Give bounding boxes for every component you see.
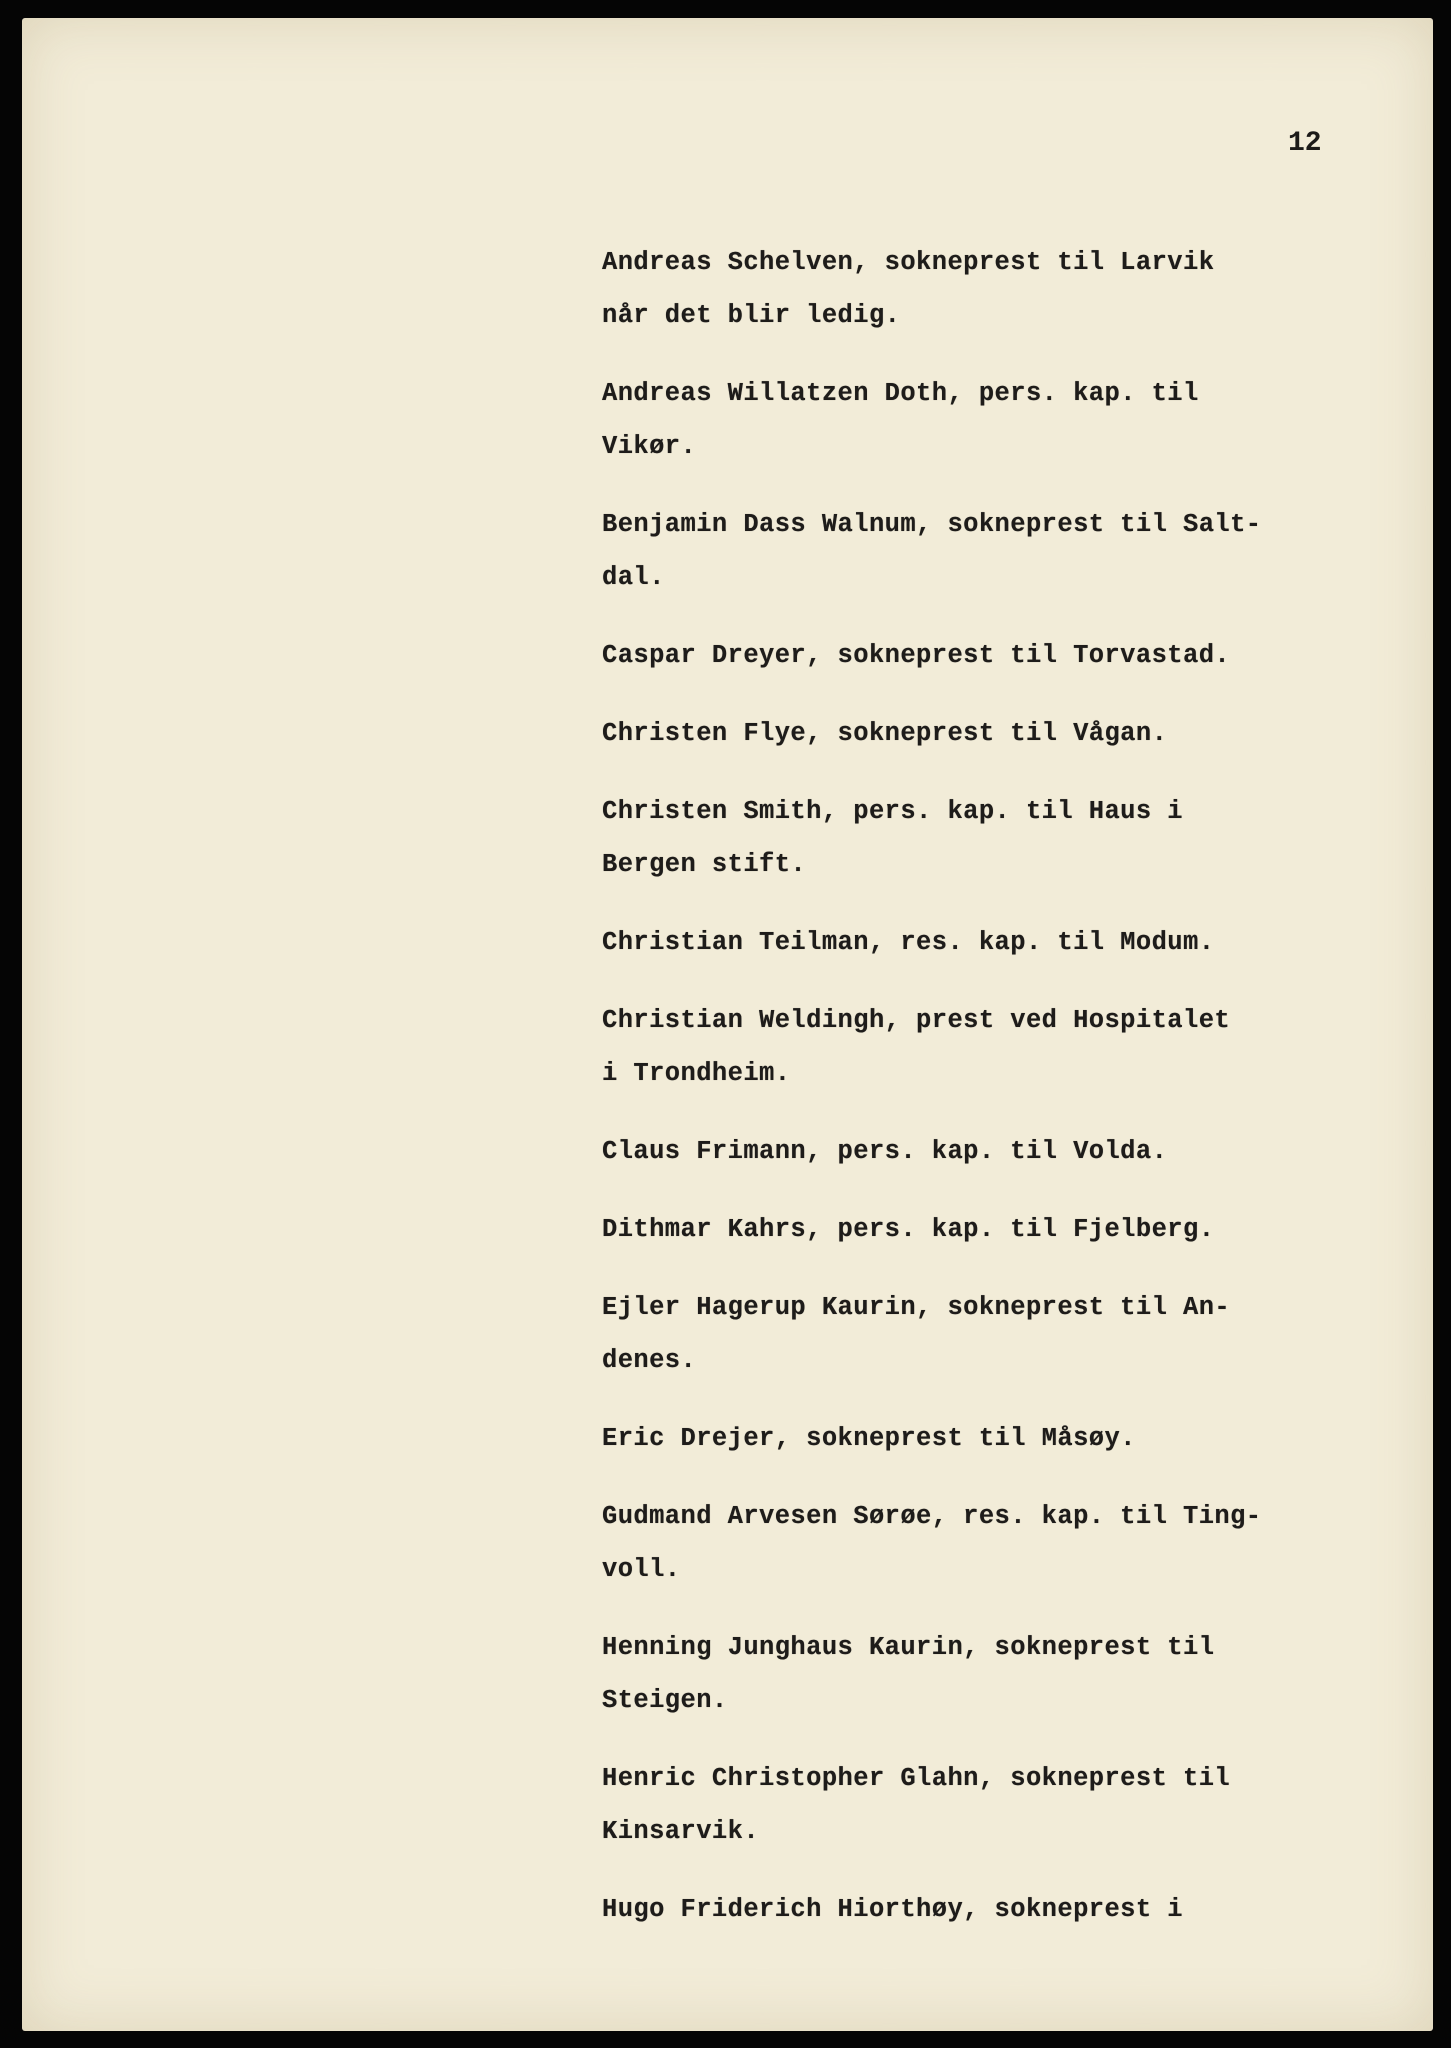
list-item: Henning Junghaus Kaurin, sokneprest til Steigen. (602, 1633, 1215, 1715)
list-item: Claus Frimann, pers. kap. til Volda. (602, 1137, 1168, 1166)
list-item: Dithmar Kahrs, pers. kap. til Fjelberg. (602, 1215, 1215, 1244)
list-item: Eric Drejer, sokneprest til Måsøy. (602, 1424, 1136, 1453)
list-item: Henric Christopher Glahn, sokneprest til Kinsarvik. (602, 1764, 1231, 1846)
list-item: Christian Teilman, res. kap. til Modum. (602, 928, 1215, 957)
list-item: Andreas Willatzen Doth, pers. kap. til Vikør. (602, 379, 1199, 461)
list-item: Christian Weldingh, prest ved Hospitalet i Trondheim. (602, 1006, 1231, 1088)
list-item: Caspar Dreyer, sokneprest til Torvastad. (602, 641, 1231, 670)
list-item: Gudmand Arvesen Sørøe, res. kap. til Ting- voll. (602, 1502, 1262, 1584)
list-item: Christen Smith, pers. kap. til Haus i Bergen stift. (602, 797, 1183, 879)
list-item: Ejler Hagerup Kaurin, sokneprest til An- denes. (602, 1293, 1231, 1375)
clergy-list (602, 236, 1362, 1961)
list-item: Andreas Schelven, sokneprest til Larvik når det blir ledig. (602, 248, 1215, 330)
list-item: Benjamin Dass Walnum, sokneprest til Salt- dal. (602, 510, 1262, 592)
list-item: Hugo Friderich Hiorthøy, sokneprest i (602, 1895, 1183, 1924)
page-number: 12 (1288, 128, 1322, 159)
list-item: Christen Flye, sokneprest til Vågan. (602, 719, 1168, 748)
